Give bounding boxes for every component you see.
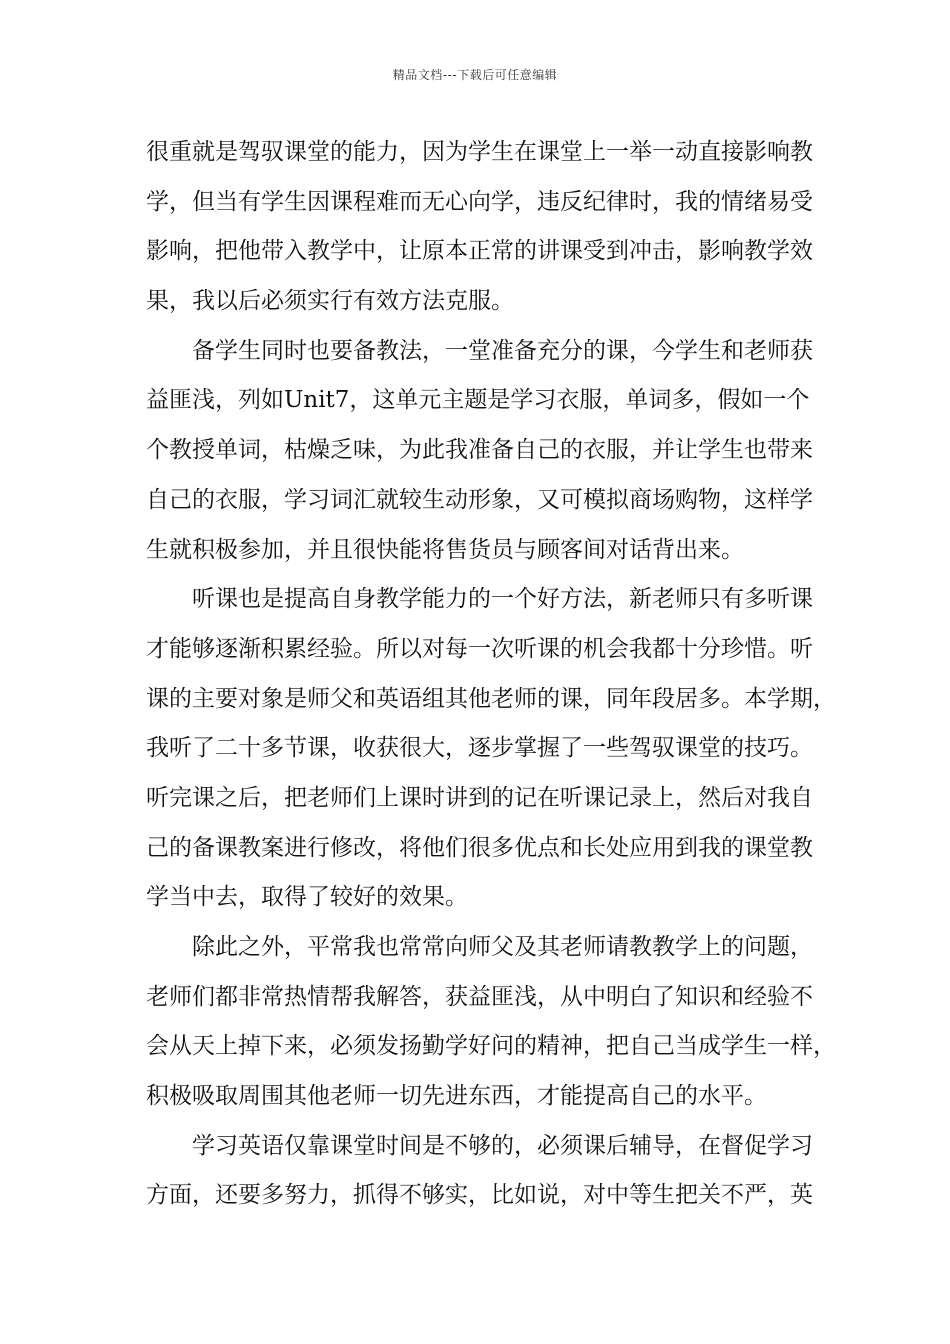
document-body	[146, 128, 836, 1221]
paragraph-first-line: 备学生同时也要备教法，一堂准备充分的课，今学生和老师获	[192, 337, 813, 364]
text-line: 个教授单词，枯燥乏味，为此我准备自己的衣服，并让学生也带来	[146, 437, 813, 464]
text-line: 自己的衣服，学习词汇就较生动形象，又可模拟商场购物，这样学	[146, 486, 813, 513]
text-line: 积极吸取周围其他老师一切先进东西，才能提高自己的水平。	[146, 1083, 767, 1110]
text-line: 学，但当有学生因课程难而无心向学，违反纪律时，我的情绪易受	[146, 188, 813, 215]
text-line: 生就积极参加，并且很快能将售货员与顾客间对话背出来。	[146, 536, 744, 563]
text-line: 益匪浅，列如Unit7，这单元主题是学习衣服，单词多，假如一个	[146, 387, 810, 414]
text-line: 果，我以后必须实行有效方法克服。	[146, 288, 514, 315]
text-line: 学当中去，取得了较好的效果。	[146, 884, 468, 911]
paragraph-first-line: 除此之外，平常我也常常向师父及其老师请教教学上的问题，	[192, 934, 813, 960]
text-line: 方面，还要多努力，抓得不够实，比如说，对中等生把关不严，英	[146, 1182, 813, 1209]
text-line: 影响，把他带入教学中，让原本正常的讲课受到冲击，影响教学效	[146, 238, 813, 265]
text-line: 我听了二十多节课，收获很大，逐步掌握了一些驾驭课堂的技巧。	[146, 735, 813, 762]
text-line: 课的主要对象是师父和英语组其他老师的课，同年段居多。本学期，	[146, 685, 836, 712]
page-header: 精品文档---下载后可任意编辑	[392, 68, 558, 82]
paragraph-first-line: 听课也是提高自身教学能力的一个好方法，新老师只有多听课	[192, 586, 813, 613]
text-line: 听完课之后，把老师们上课时讲到的记在听课记录上，然后对我自	[146, 784, 813, 811]
text-line: 老师们都非常热情帮我解答，获益匪浅，从中明白了知识和经验不	[146, 983, 813, 1010]
text-line: 很重就是驾驭课堂的能力，因为学生在课堂上一举一动直接影响教	[146, 139, 813, 165]
text-line: 己的备课教案进行修改，将他们很多优点和长处应用到我的课堂教	[146, 834, 813, 861]
text-line: 才能够逐渐积累经验。所以对每一次听课的机会我都十分珍惜。听	[146, 635, 813, 662]
text-line: 会从天上掉下来，必须发扬勤学好问的精神，把自己当成学生一样，	[146, 1033, 836, 1060]
paragraph-first-line: 学习英语仅靠课堂时间是不够的，必须课后辅导，在督促学习	[192, 1132, 813, 1159]
